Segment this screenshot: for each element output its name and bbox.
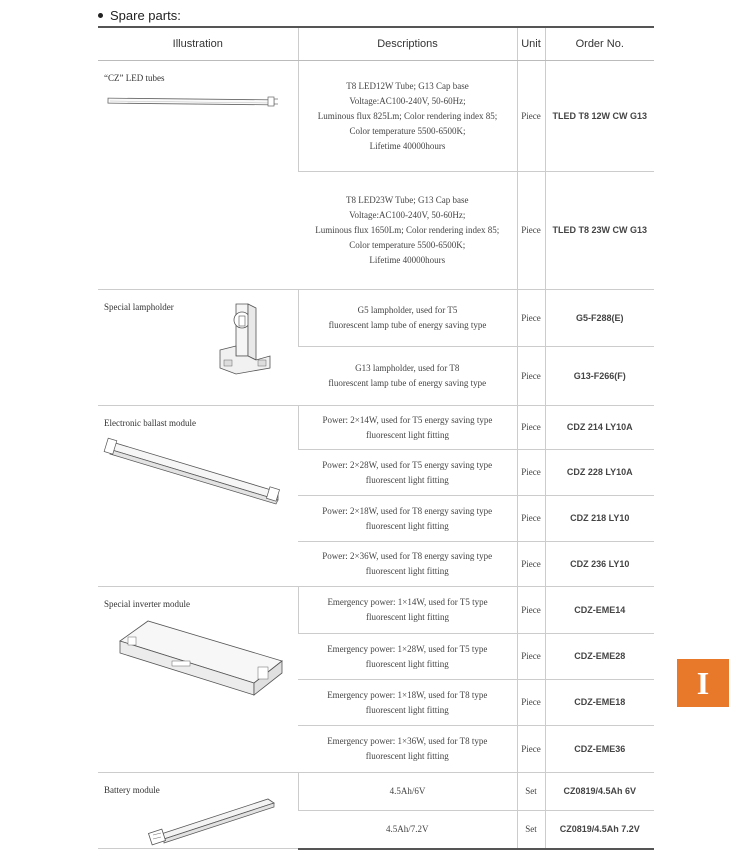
row-order-no: CZ0819/4.5Ah 6V [545, 773, 654, 811]
row-description: 4.5Ah/6V [298, 773, 517, 811]
row-description: T8 LED23W Tube; G13 Cap base Voltage:AC100-240V, 50-60Hz; Luminous flux 1650Lm; Color rendering index 85; Color temperature 5500-6500K; Lifetime 40000hours [298, 172, 517, 290]
table-row [98, 290, 654, 347]
header-order-no: Order No. [545, 27, 654, 61]
row-description: Power: 2×18W, used for T8 energy saving type fluorescent light fitting [298, 496, 517, 542]
row-order-no: CDZ 218 LY10 [545, 496, 654, 542]
group-label: Special lampholder [104, 302, 174, 312]
group-led-tubes [98, 61, 298, 290]
group-battery [98, 773, 298, 849]
row-order-no: CDZ-EME18 [545, 680, 654, 726]
row-unit: Piece [517, 172, 545, 290]
row-order-no: CDZ-EME14 [545, 587, 654, 634]
section-header [98, 8, 181, 23]
row-description: Power: 2×14W, used for T5 energy saving type fluorescent light fitting [298, 406, 517, 450]
row-description: G5 lampholder, used for T5 fluorescent lamp tube of energy saving type [298, 290, 517, 347]
group-label: Battery module [104, 785, 160, 795]
row-unit: Piece [517, 587, 545, 634]
row-description: Emergency power: 1×36W, used for T8 type fluorescent light fitting [298, 726, 517, 773]
lampholder-icon [98, 290, 298, 406]
bullet-icon [98, 13, 103, 18]
row-unit: Piece [517, 290, 545, 347]
row-order-no: TLED T8 23W CW G13 [545, 172, 654, 290]
row-description: Power: 2×36W, used for T8 energy saving type fluorescent light fitting [298, 542, 517, 587]
group-inverter [98, 587, 298, 773]
table-row [98, 406, 654, 450]
row-unit: Set [517, 773, 545, 811]
row-order-no: CDZ 236 LY10 [545, 542, 654, 587]
row-order-no: CDZ 214 LY10A [545, 406, 654, 450]
row-unit: Piece [517, 406, 545, 450]
table-row [98, 773, 654, 811]
group-label: “CZ” LED tubes [104, 73, 165, 83]
row-order-no: CZ0819/4.5Ah 7.2V [545, 811, 654, 849]
header-descriptions: Descriptions [298, 27, 517, 61]
table-row [98, 61, 654, 172]
header-unit: Unit [517, 27, 545, 61]
row-unit: Piece [517, 634, 545, 680]
row-unit: Piece [517, 542, 545, 587]
row-unit: Set [517, 811, 545, 849]
table-header-row [98, 27, 654, 61]
group-ballast [98, 406, 298, 587]
row-unit: Piece [517, 680, 545, 726]
led-tube-icon [98, 61, 298, 289]
row-order-no: TLED T8 12W CW G13 [545, 61, 654, 172]
row-description: Power: 2×28W, used for T5 energy saving type fluorescent light fitting [298, 450, 517, 496]
row-description: G13 lampholder, used for T8 fluorescent lamp tube of energy saving type [298, 347, 517, 406]
group-lampholder [98, 290, 298, 406]
spare-parts-table [98, 26, 654, 850]
row-order-no: CDZ-EME36 [545, 726, 654, 773]
header-illustration: Illustration [98, 27, 298, 61]
row-order-no: G5-F288(E) [545, 290, 654, 347]
row-description: Emergency power: 1×28W, used for T5 type fluorescent light fitting [298, 634, 517, 680]
row-order-no: CDZ 228 LY10A [545, 450, 654, 496]
row-unit: Piece [517, 496, 545, 542]
table-row [98, 587, 654, 634]
battery-module-icon [98, 773, 298, 849]
row-unit: Piece [517, 726, 545, 773]
row-description: 4.5Ah/7.2V [298, 811, 517, 849]
ballast-module-icon [98, 406, 298, 587]
group-label: Special inverter module [104, 599, 190, 609]
row-description: Emergency power: 1×18W, used for T8 type fluorescent light fitting [298, 680, 517, 726]
section-title: Spare parts: [110, 8, 181, 23]
row-unit: Piece [517, 347, 545, 406]
inverter-module-icon [98, 587, 298, 773]
row-order-no: G13-F266(F) [545, 347, 654, 406]
row-unit: Piece [517, 450, 545, 496]
row-description: Emergency power: 1×14W, used for T5 type fluorescent light fitting [298, 587, 517, 634]
section-tab-marker: I [677, 659, 729, 707]
group-label: Electronic ballast module [104, 418, 196, 428]
row-order-no: CDZ-EME28 [545, 634, 654, 680]
row-description: T8 LED12W Tube; G13 Cap base Voltage:AC100-240V, 50-60Hz; Luminous flux 825Lm; Color rendering index 85; Color temperature 5500-6500K; Lifetime 40000hours [298, 61, 517, 172]
row-unit: Piece [517, 61, 545, 172]
